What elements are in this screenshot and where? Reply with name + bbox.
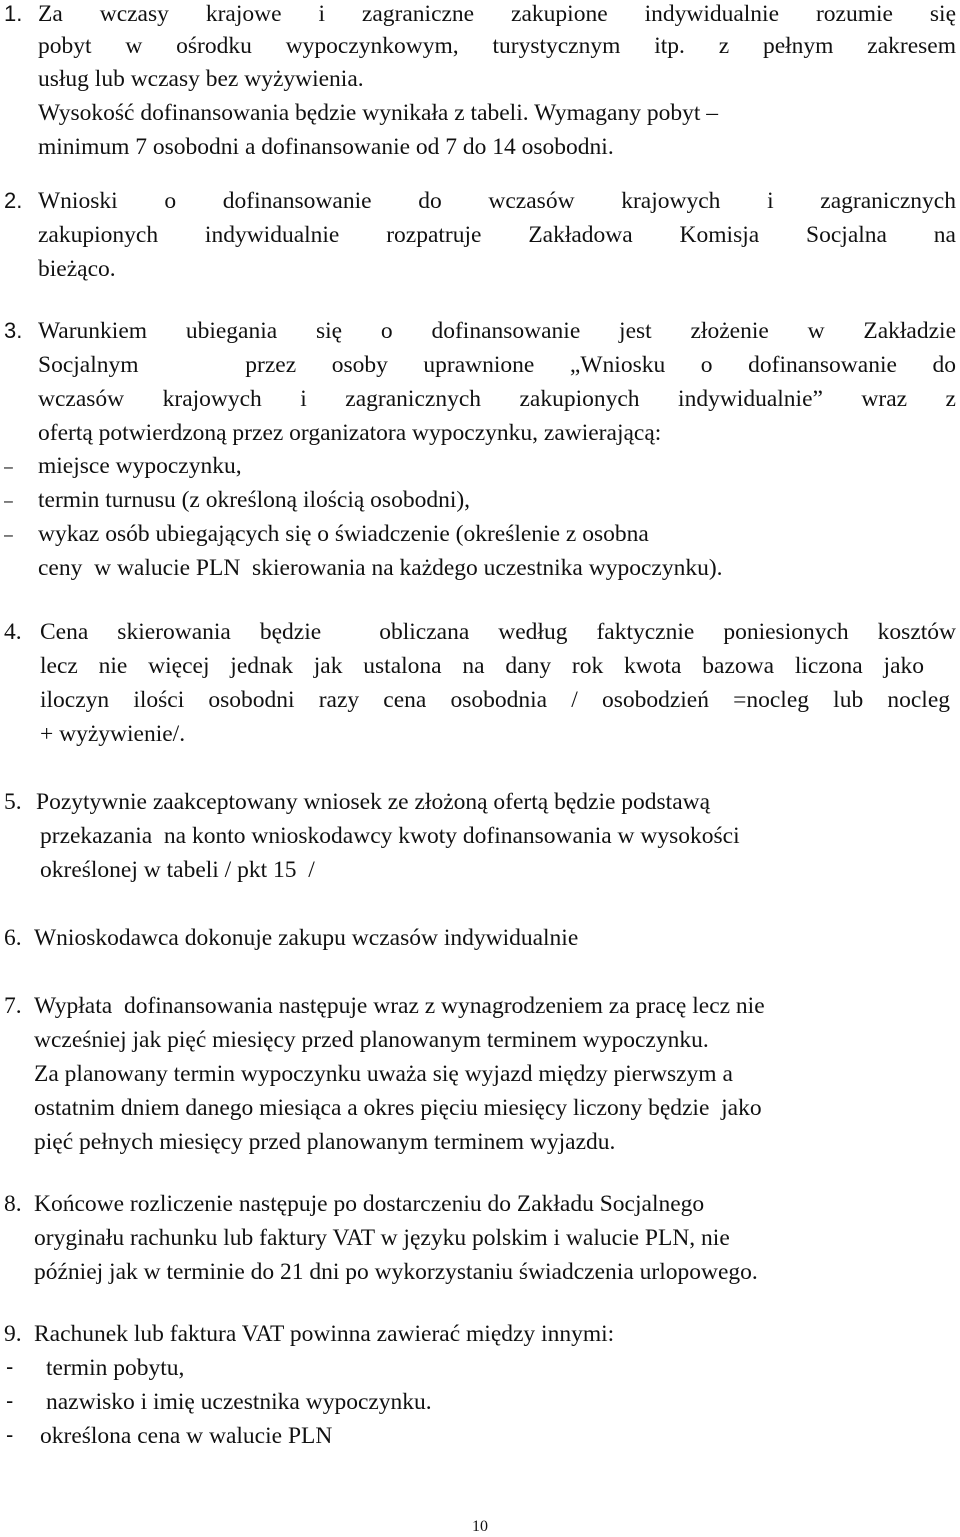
text-line: Wnioski o dofinansowanie do wczasów krajowych i zagranicznych bbox=[38, 188, 956, 214]
text-line: Socjalnym przez osoby uprawnione „Wniosku o dofinansowanie do bbox=[38, 352, 956, 378]
text-line: bieżąco. bbox=[38, 256, 116, 282]
text-line: ofertą potwierdzoną przez organizatora wypoczynku, zawierającą: bbox=[38, 420, 662, 446]
text-line: Za planowany termin wypoczynku uważa się wyjazd między pierwszym a bbox=[34, 1061, 733, 1087]
item-number: 4. bbox=[4, 619, 22, 645]
text-line: + wyżywienie/. bbox=[40, 721, 186, 747]
text-line: iloczyn ilości osobodni razy cena osobodnia / osobodzień =nocleg lub nocleg bbox=[40, 687, 950, 713]
text-line: wcześniej jak pięć miesięcy przed planowanym terminem wypoczynku. bbox=[34, 1027, 709, 1053]
text-line: wczasów krajowych i zagranicznych zakupionych indywidualnie” wraz z bbox=[38, 386, 956, 412]
item-number: 1. bbox=[4, 1, 23, 26]
hyphen-bullet: - bbox=[6, 1422, 14, 1447]
item-number: 6. bbox=[4, 925, 22, 951]
text-line: Wnioskodawca dokonuje zakupu wczasów indywidualnie bbox=[34, 925, 579, 951]
text-line: Rachunek lub faktura VAT powinna zawierać między innymi: bbox=[34, 1321, 615, 1347]
page-number: 10 bbox=[472, 1518, 488, 1535]
item-number: 5. bbox=[4, 789, 22, 815]
text-line: ostatnim dniem danego miesiąca a okres pięciu miesięcy liczony będzie jako bbox=[34, 1095, 762, 1121]
item-number: 9. bbox=[4, 1321, 22, 1347]
item-number: 2. bbox=[4, 188, 23, 213]
bullet-text: wykaz osób ubiegających się o świadczenie (określenie z osobna bbox=[38, 521, 649, 547]
text-line: minimum 7 osobodni a dofinansowanie od 7 do 14 osobodni. bbox=[38, 134, 614, 160]
text-line: Cena skierowania będzie obliczana według faktycznie poniesionych kosztów bbox=[40, 619, 956, 645]
text-line: Wysokość dofinansowania będzie wynikała z tabeli. Wymagany pobyt – bbox=[38, 100, 719, 126]
text-line: usług lub wczasy bez wyżywienia. bbox=[38, 66, 364, 92]
text-line: określonej w tabeli / pkt 15 / bbox=[40, 857, 315, 883]
text-line: pięć pełnych miesięcy przed planowanym terminem wyjazdu. bbox=[34, 1129, 616, 1155]
bullet-text: termin pobytu, bbox=[46, 1355, 185, 1381]
text-line: lecz nie więcej jednak jak ustalona na dany rok kwota bazowa liczona jako bbox=[40, 653, 924, 679]
item-number: 7. bbox=[4, 993, 22, 1019]
item-number: 3. bbox=[4, 318, 23, 343]
bullet-text: termin turnusu (z określoną ilością osobodni), bbox=[38, 487, 471, 513]
text-line: Pozytywnie zaakceptowany wniosek ze złożoną ofertą będzie podstawą bbox=[36, 789, 711, 815]
text-line: Za wczasy krajowe i zagraniczne zakupione indywidualnie rozumie się bbox=[38, 1, 956, 27]
text-line: oryginału rachunku lub faktury VAT w języku polskim i walucie PLN, nie bbox=[34, 1225, 730, 1251]
dash-bullet: – bbox=[4, 459, 13, 476]
text-line: zakupionych indywidualnie rozpatruje Zakładowa Komisja Socjalna na bbox=[38, 222, 956, 248]
text-line: później jak w terminie do 21 dni po wykorzystaniu świadczenia urlopowego. bbox=[34, 1259, 758, 1285]
text-line: przekazania na konto wnioskodawcy kwoty dofinansowania w wysokości bbox=[40, 823, 740, 849]
bullet-continuation: ceny w walucie PLN skierowania na każdego uczestnika wypoczynku). bbox=[38, 555, 723, 581]
bullet-text: określona cena w walucie PLN bbox=[40, 1423, 333, 1449]
bullet-text: nazwisko i imię uczestnika wypoczynku. bbox=[46, 1389, 432, 1415]
hyphen-bullet: - bbox=[6, 1388, 14, 1413]
text-line: Wypłata dofinansowania następuje wraz z wynagrodzeniem za pracę lecz nie bbox=[34, 993, 765, 1019]
text-line: pobyt w ośrodku wypoczynkowym, turystycznym itp. z pełnym zakresem bbox=[38, 33, 956, 59]
bullet-text: miejsce wypoczynku, bbox=[38, 453, 242, 479]
text-line: Końcowe rozliczenie następuje po dostarczeniu do Zakładu Socjalnego bbox=[34, 1191, 705, 1217]
item-number: 8. bbox=[4, 1191, 22, 1217]
dash-bullet: – bbox=[4, 527, 13, 544]
text-line: Warunkiem ubiegania się o dofinansowanie jest złożenie w Zakładzie bbox=[38, 318, 956, 344]
hyphen-bullet: - bbox=[6, 1354, 14, 1379]
dash-bullet: – bbox=[4, 493, 13, 510]
